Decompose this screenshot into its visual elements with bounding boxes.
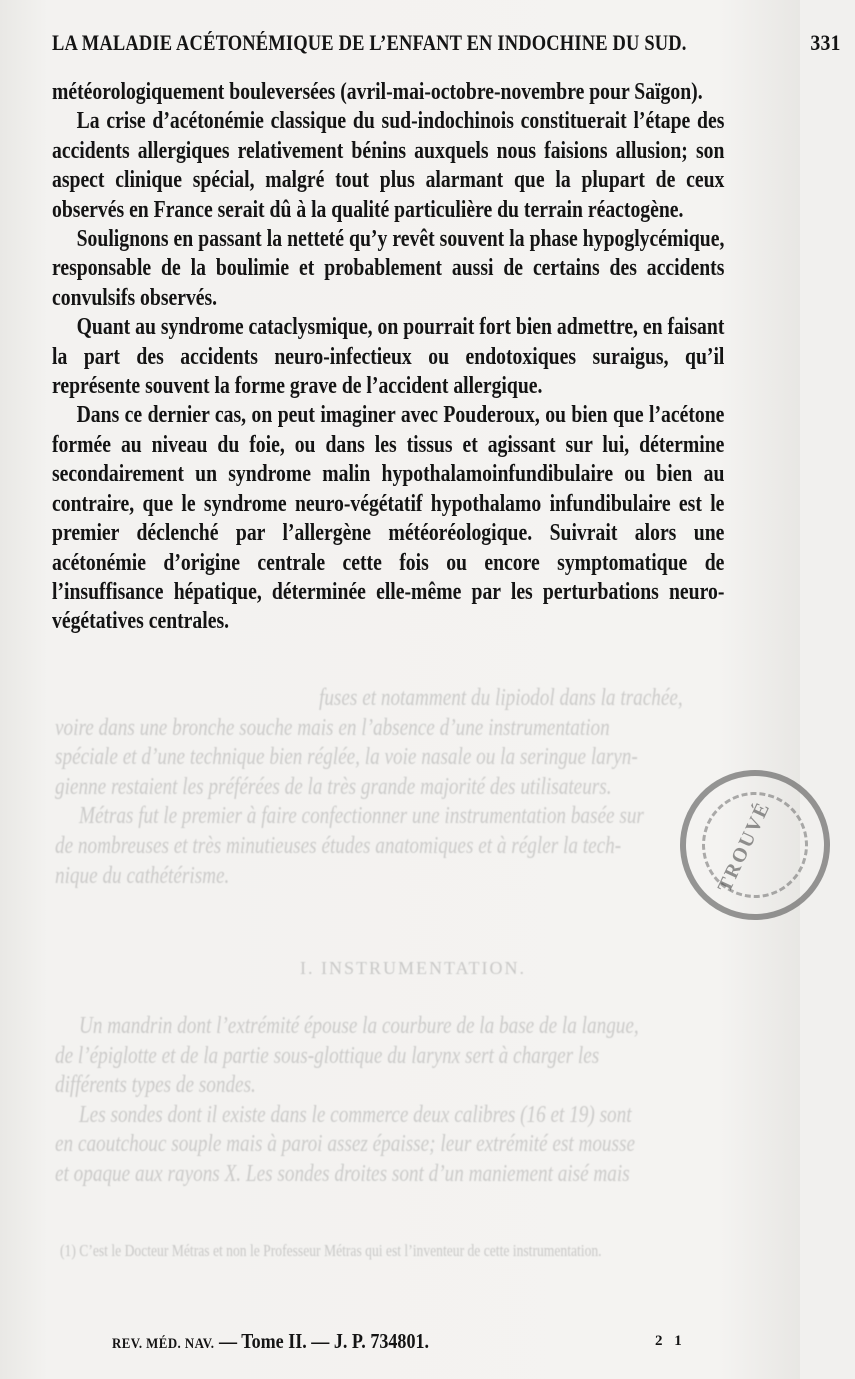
footer-reference — [112, 1329, 429, 1354]
volume-info: — Tome II. — J. P. 734801. — [218, 1329, 430, 1353]
paragraph: La crise d’acétonémie classique du sud-indochinois constituerait l’étape des accidents allergiques relativement bénins auxquels nous faisions allusion; son aspect clinique spécial, malgré tout plus alarmant que la plupart de ceux observés en France serait dû à la qualité particulière du terrain réactogène. — [52, 108, 725, 223]
bleed-line: Les sondes dont il existe dans le commerce deux calibres (16 et 19) sont — [79, 1101, 632, 1128]
bleed-through-heading: I. INSTRUMENTATION. — [300, 958, 527, 978]
bleed-line: de l’épiglotte et de la partie sous-glottique du larynx sert à charger les — [55, 1042, 600, 1069]
bleed-line: voire dans une bronche souche mais en l’absence d’une instrumentation — [55, 714, 610, 741]
running-header — [52, 30, 842, 56]
bleed-line: spéciale et d’une technique bien réglée, la voie nasale ou la seringue laryn- — [55, 744, 638, 771]
bleed-line: et opaque aux rayons X. Les sondes droites sont d’un maniement aisé mais — [55, 1160, 630, 1187]
running-title: LA MALADIE ACÉTONÉMIQUE DE L’ENFANT EN INDOCHINE DU SUD. — [52, 30, 687, 55]
paragraph: Dans ce dernier cas, on peut imaginer avec Pouderoux, ou bien que l’acétone formée au niveau du foie, ou dans les tissus et agissant sur lui, détermine secondairement un syndrome malin hypothalamoinfundibulaire ou bien au contraire, que le syndrome neuro-végétatif hypothalamo infundibulaire est le premier déclenché par l’allergène météoréologique. Suivrait alors une acétonémie d’origine centrale cette fois ou encore symptomatique de l’insuffisance hépatique, déterminée elle-même par les perturbations neuro-végétatives centrales. — [52, 402, 725, 635]
bleed-through-footnote: (1) C’est le Docteur Métras et non le Professeur Métras qui est l’inventeur de cette instrumentation. — [60, 1241, 602, 1260]
paragraph: Soulignons en passant la netteté qu’y revêt souvent la phase hypoglycémique, responsable de la boulimie et probablement aussi de certains des accidents convulsifs observés. — [52, 226, 725, 311]
bleed-through-text-2 — [55, 1012, 743, 1190]
bleed-line: différents types de sondes. — [55, 1072, 256, 1099]
bleed-line: en caoutchouc souple mais à paroi assez épaisse; leur extrémité est mousse — [55, 1131, 635, 1158]
bleed-line: nique du cathétérisme. — [55, 862, 230, 889]
bleed-line: de nombreuses et très minutieuses études anatomiques et à régler la tech- — [55, 832, 622, 859]
bleed-line: Métras fut le premier à faire confectionner une instrumentation basée sur — [79, 803, 644, 830]
bleed-line: Un mandrin dont l’extrémité épouse la courbure de la base de la langue, — [79, 1013, 639, 1039]
bleed-line: gienne restaient les préférées de la très grande majorité des utilisateurs. — [55, 773, 612, 800]
stamp-text: TROUVÉ — [713, 797, 775, 896]
body-text — [52, 78, 724, 637]
paragraph: météorologiquement bouleversées (avril-mai-octobre-novembre pour Saïgon). — [52, 79, 703, 105]
journal-abbrev: REV. MÉD. NAV. — [112, 1336, 215, 1352]
signature-mark: 2 1 — [655, 1333, 686, 1349]
paragraph: Quant au syndrome cataclysmique, on pourrait fort bien admettre, en faisant la part des accidents neuro-infectieux ou endotoxiques suraigus, qu’il représente souvent la forme grave de l’accident allergique. — [52, 314, 725, 400]
page-number: 331 — [810, 30, 842, 55]
bleed-line: fuses et notamment du lipiodol dans la trachée, — [319, 685, 683, 711]
bleed-through-text — [55, 684, 743, 891]
